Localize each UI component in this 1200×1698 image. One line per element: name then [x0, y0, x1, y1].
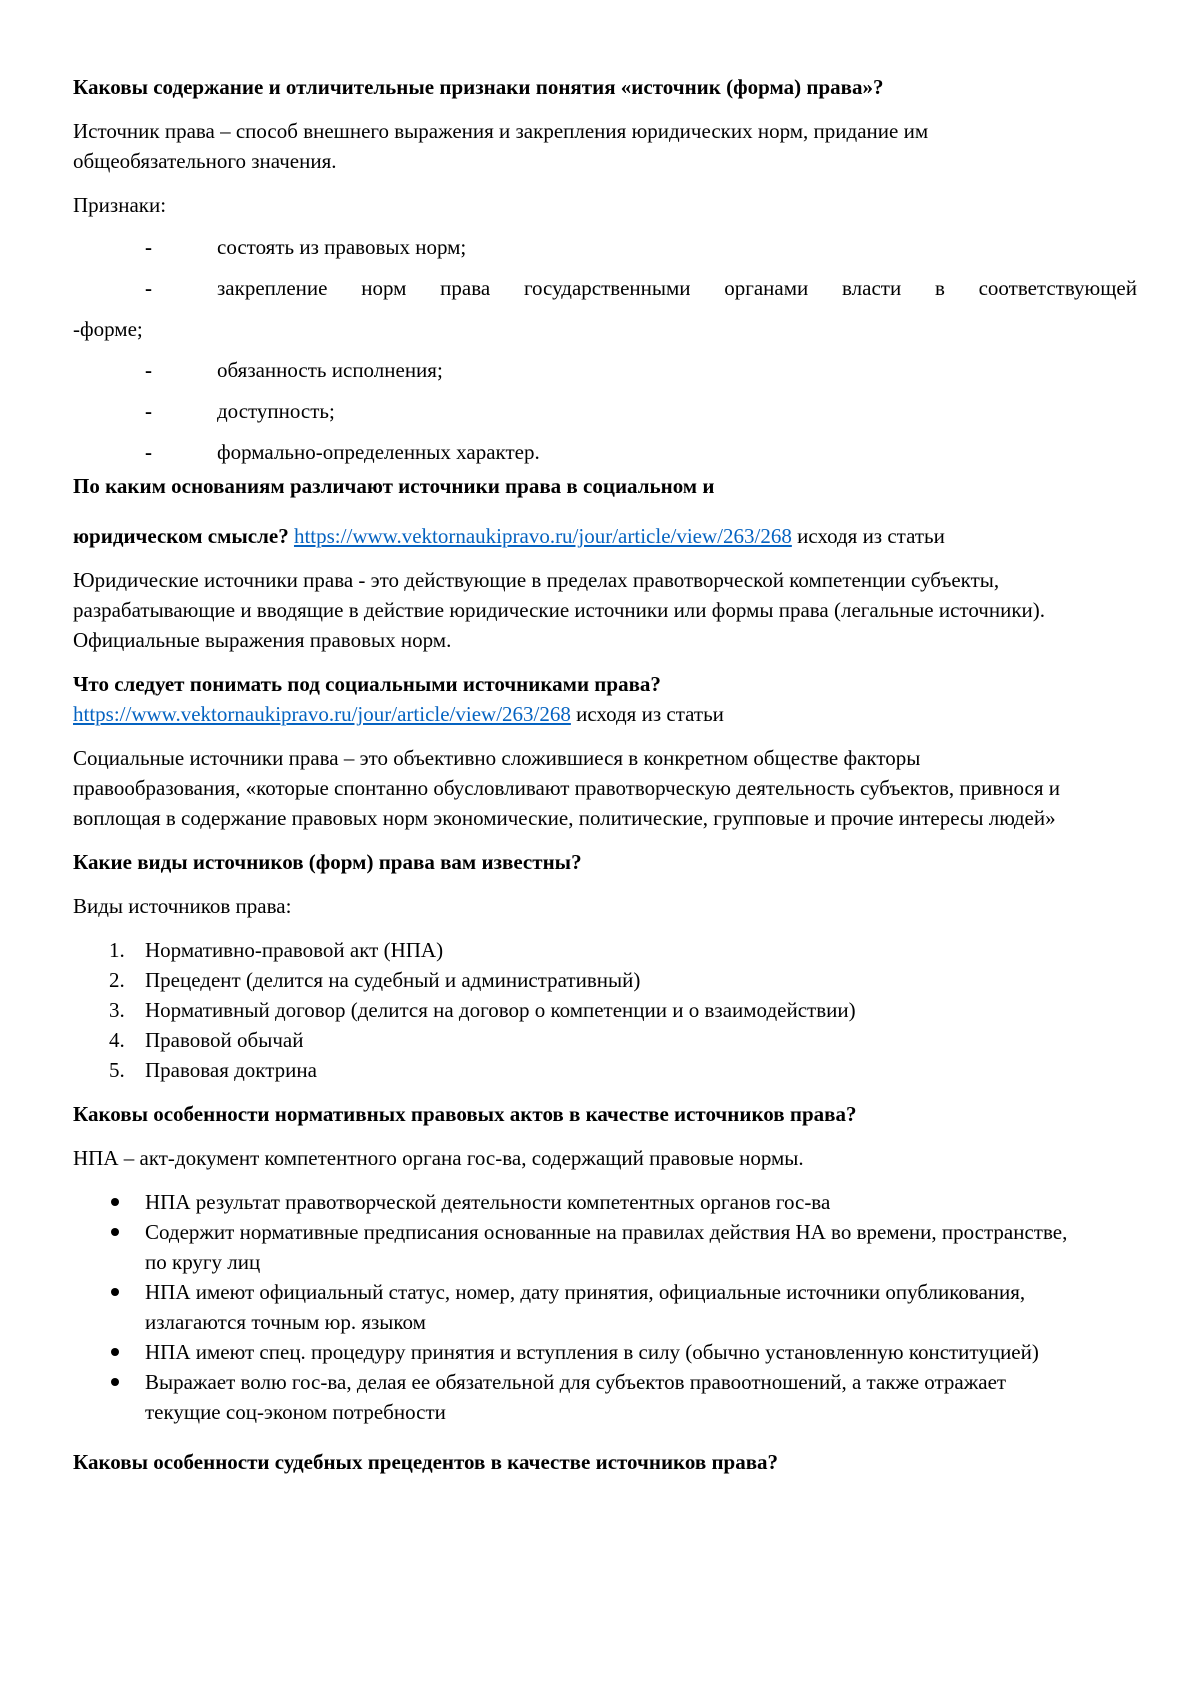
link-suffix: исходя из статьи	[791, 524, 945, 548]
list-number: 4.	[109, 1028, 125, 1052]
word: норм	[361, 276, 407, 300]
list-item-text: Нормативный договор (делится на договор о компетенции и о взаимодействии)	[145, 998, 856, 1022]
bullet-icon	[111, 1228, 119, 1236]
word: в	[934, 276, 945, 300]
dash-marker: -	[145, 276, 152, 300]
list-item-text: Правовая доктрина	[145, 1058, 317, 1082]
definition-source-of-law: Источник права – способ внешнего выражения и закрепления юридических норм, придание им общеобязательного значения.	[73, 119, 929, 173]
npa-features-list	[73, 1187, 1073, 1427]
list-item	[73, 1337, 1073, 1367]
list-item	[73, 437, 1137, 471]
definition-npa: НПА – акт-документ компетентного органа гос-ва, содержащий правовые нормы.	[73, 1146, 804, 1170]
answer-q2: Юридические источники права - это действующие в пределах правотворческой компетенции субъекты, разрабатывающие и вводящие в действие юридические источники или формы права (легальные источники). Официальные выражения правовых норм.	[73, 568, 1046, 652]
word: органами	[724, 276, 809, 300]
types-label: Виды источников права:	[73, 894, 292, 918]
list-item	[73, 1217, 1073, 1277]
list-item	[73, 273, 1137, 314]
list-item-text: Выражает волю гос-ва, делая ее обязательной для субъектов правоотношений, а также отражает текущие соц-эконом потребности	[145, 1370, 1007, 1424]
list-item	[73, 232, 1137, 273]
list-item-text: Прецедент (делится на судебный и административный)	[145, 968, 641, 992]
list-number: 3.	[109, 998, 125, 1022]
list-item	[73, 396, 1137, 437]
list-item	[73, 1187, 1073, 1217]
dash-marker: -	[145, 358, 152, 382]
bullet-icon	[111, 1288, 119, 1296]
list-item	[73, 995, 1137, 1025]
types-list	[73, 935, 1137, 1085]
dash-marker: -	[145, 235, 152, 259]
list-item-text: Содержит нормативные предписания основанные на правилах действия НА во времени, пространстве, по кругу лиц	[145, 1220, 1068, 1274]
word: закрепление	[217, 276, 328, 300]
heading-q5: Каковы особенности нормативных правовых актов в качестве источников права?	[73, 1102, 857, 1126]
list-number: 5.	[109, 1058, 125, 1082]
list-item	[73, 1277, 1073, 1337]
heading-q4: Какие виды источников (форм) права вам известны?	[73, 850, 582, 874]
heading-q2-text: юридическом смысле?	[73, 524, 289, 548]
signs-list	[73, 232, 1137, 471]
list-item-text: формально-определенных характер.	[217, 440, 540, 464]
list-number: 1.	[109, 938, 125, 962]
list-item-text: НПА результат правотворческой деятельности компетентных органов гос-ва	[145, 1190, 831, 1214]
list-item-text: доступность;	[217, 399, 335, 423]
list-item	[73, 1025, 1137, 1055]
list-item	[73, 355, 1137, 396]
heading-q6: Каковы особенности судебных прецедентов в качестве источников права?	[73, 1450, 779, 1474]
list-item	[73, 1367, 1073, 1427]
word: власти	[842, 276, 902, 300]
q3-link-line	[73, 699, 1137, 729]
list-item	[73, 935, 1137, 965]
list-item-text: обязанность исполнения;	[217, 358, 443, 382]
list-item-text: НПА имеют спец. процедуру принятия и вступления в силу (обычно установленную конституцией)	[145, 1340, 1039, 1364]
list-number: 2.	[109, 968, 125, 992]
heading-q3: Что следует понимать под социальными источниками права?	[73, 672, 661, 696]
article-link[interactable]: https://www.vektornaukipravo.ru/jour/article/view/263/268	[293, 524, 792, 548]
word: права	[440, 276, 491, 300]
dash-marker: -	[145, 440, 152, 464]
document-page	[73, 72, 1137, 1477]
bullet-icon	[111, 1348, 119, 1356]
heading-q1: Каковы содержание и отличительные признаки понятия «источник (форма) права»?	[73, 75, 884, 99]
word: государственными	[523, 276, 691, 300]
list-item-text: НПА имеют официальный статус, номер, дату принятия, официальные источники опубликования, излагаются точным юр. языком	[145, 1280, 1026, 1334]
heading-q2-line2	[73, 521, 1137, 551]
signs-label: Признаки:	[73, 193, 167, 217]
bullet-icon	[111, 1378, 119, 1386]
heading-q2-line1: По каким основаниям различают источники права в социальном и	[73, 474, 715, 498]
dash-marker: -	[145, 399, 152, 423]
list-item-text: Нормативно-правовой акт (НПА)	[145, 938, 444, 962]
word: соответствующей	[978, 276, 1137, 300]
article-link[interactable]: https://www.vektornaukipravo.ru/jour/article/view/263/268	[73, 702, 571, 726]
list-item-text: состоять из правовых норм;	[217, 235, 467, 259]
list-item-text	[217, 273, 1137, 303]
list-item	[73, 1055, 1137, 1085]
bullet-icon	[111, 1198, 119, 1206]
list-item	[73, 965, 1137, 995]
answer-q3: Социальные источники права – это объективно сложившиеся в конкретном обществе факторы правообразования, «которые спонтанно обусловливают правотворческую деятельность субъектов, привнося и воплощая в содержание правовых норм экономические, политические, групповые и прочие интересы людей»	[73, 746, 1060, 830]
link-suffix: исходя из статьи	[570, 702, 724, 726]
list-item-text: Правовой обычай	[145, 1028, 304, 1052]
list-item-continuation: -форме;	[73, 317, 143, 341]
